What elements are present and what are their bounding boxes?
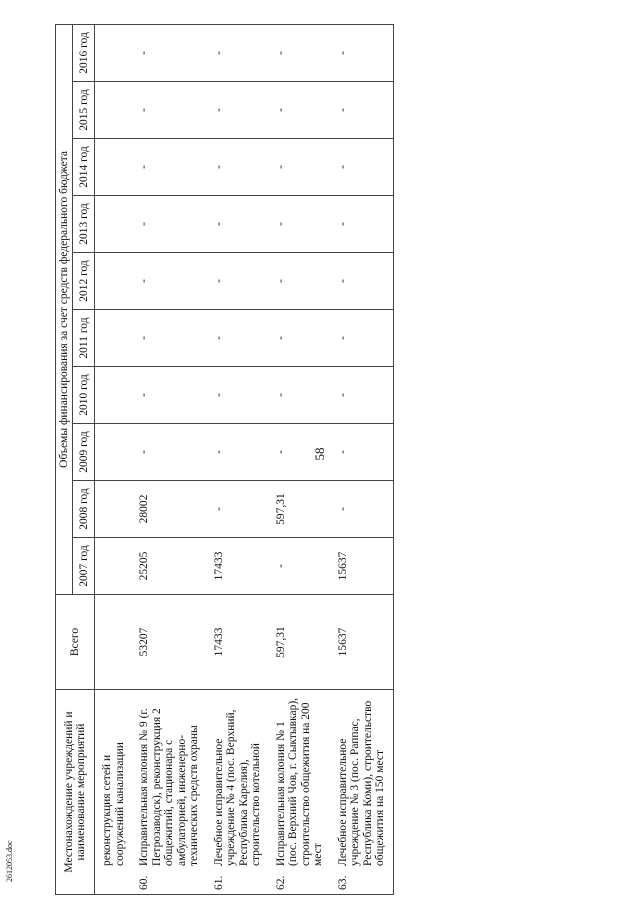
row-value: -	[269, 82, 331, 139]
header-year: 2011 год	[73, 310, 95, 367]
row-name: Лечебное исправительное учреждение № 4 (пос. Верхний, Республика Карелия), строительство котельной	[212, 709, 262, 866]
funding-table	[55, 24, 394, 895]
row-value: -	[269, 253, 331, 310]
header-total-column: Всего	[56, 595, 95, 690]
row-value: -	[207, 253, 269, 310]
row-value	[95, 24, 133, 81]
row-value: -	[331, 481, 394, 538]
row-name-cell	[95, 690, 133, 895]
row-value: 28002	[132, 481, 207, 538]
row-number: 63.	[336, 875, 349, 890]
table-row	[269, 24, 331, 894]
header-year: 2016 год	[73, 24, 95, 81]
row-name: Исправительная колония № 1 (пос. Верхний Чов, г. Сыктывкар), строительство общежития на 200 мест	[274, 697, 324, 866]
header-year: 2012 год	[73, 253, 95, 310]
row-value: -	[331, 424, 394, 481]
header-year: 2009 год	[73, 424, 95, 481]
row-value	[95, 196, 133, 253]
row-value: -	[207, 481, 269, 538]
table-row	[95, 24, 133, 894]
row-total: 15637	[331, 595, 394, 690]
row-value: -	[269, 139, 331, 196]
row-value: -	[207, 196, 269, 253]
row-value: -	[331, 367, 394, 424]
row-value: -	[132, 310, 207, 367]
row-value: -	[269, 424, 331, 481]
row-value: -	[207, 310, 269, 367]
row-value: -	[331, 139, 394, 196]
row-value: -	[132, 196, 207, 253]
header-year: 2013 год	[73, 196, 95, 253]
row-value	[95, 367, 133, 424]
row-total: 17433	[207, 595, 269, 690]
row-value	[95, 424, 133, 481]
row-value: 25205	[132, 538, 207, 595]
row-number: 60.	[138, 875, 150, 890]
row-total: 597,31	[269, 595, 331, 690]
row-value: 15637	[331, 538, 394, 595]
row-value: -	[132, 253, 207, 310]
row-number: 62.	[274, 875, 287, 890]
row-value: -	[207, 367, 269, 424]
row-value: -	[132, 82, 207, 139]
row-value: -	[207, 424, 269, 481]
row-value: -	[269, 24, 331, 81]
row-value: -	[331, 24, 394, 81]
row-name: реконструкция сетей и сооружений канализации	[101, 742, 126, 866]
row-total	[95, 595, 133, 690]
row-value: -	[132, 24, 207, 81]
row-value: -	[207, 24, 269, 81]
header-funding-span: Объемы финансирования за счет средств федерального бюджета	[56, 24, 73, 594]
header-year: 2007 год	[73, 538, 95, 595]
row-value: -	[331, 196, 394, 253]
row-value: -	[207, 139, 269, 196]
document-footer: 2612053.doc	[5, 840, 14, 882]
row-value	[95, 82, 133, 139]
header-year: 2010 год	[73, 367, 95, 424]
row-name-cell	[207, 690, 269, 895]
row-value	[95, 538, 133, 595]
row-value: -	[269, 196, 331, 253]
row-value: -	[331, 253, 394, 310]
row-total: 53207	[132, 595, 207, 690]
row-value: -	[269, 367, 331, 424]
row-name-cell	[132, 690, 207, 895]
row-name-cell	[331, 690, 394, 895]
rotated-table-container	[55, 25, 615, 895]
table-row	[207, 24, 269, 894]
row-value: -	[207, 82, 269, 139]
row-name: Исправительная колония № 9 (г. Петрозаводск), реконструкция 2 общежитий, стационара с амбулаторией, инженерно-технических средств охраны	[138, 708, 200, 866]
row-value: -	[132, 139, 207, 196]
header-name-column: Местонахождение учреждений и наименование мероприятий	[56, 690, 95, 895]
row-number: 61.	[212, 875, 225, 890]
row-name: Лечебное исправительное учреждение № 3 (пос. Раппас, Республика Коми), строительство общежития на 150 мест	[336, 700, 386, 866]
row-name-cell	[269, 690, 331, 895]
header-year: 2014 год	[73, 139, 95, 196]
row-value: -	[132, 367, 207, 424]
row-value: -	[331, 310, 394, 367]
page-number: 58	[312, 447, 327, 461]
row-value: 597,31	[269, 481, 331, 538]
row-value	[95, 481, 133, 538]
table-row	[132, 24, 207, 894]
row-value: -	[331, 82, 394, 139]
row-value: 17433	[207, 538, 269, 595]
row-value	[95, 139, 133, 196]
table-row	[331, 24, 394, 894]
row-value	[95, 310, 133, 367]
header-year: 2008 год	[73, 481, 95, 538]
header-year: 2015 год	[73, 82, 95, 139]
row-value	[95, 253, 133, 310]
row-value: -	[269, 310, 331, 367]
row-value: -	[132, 424, 207, 481]
row-value: -	[269, 538, 331, 595]
